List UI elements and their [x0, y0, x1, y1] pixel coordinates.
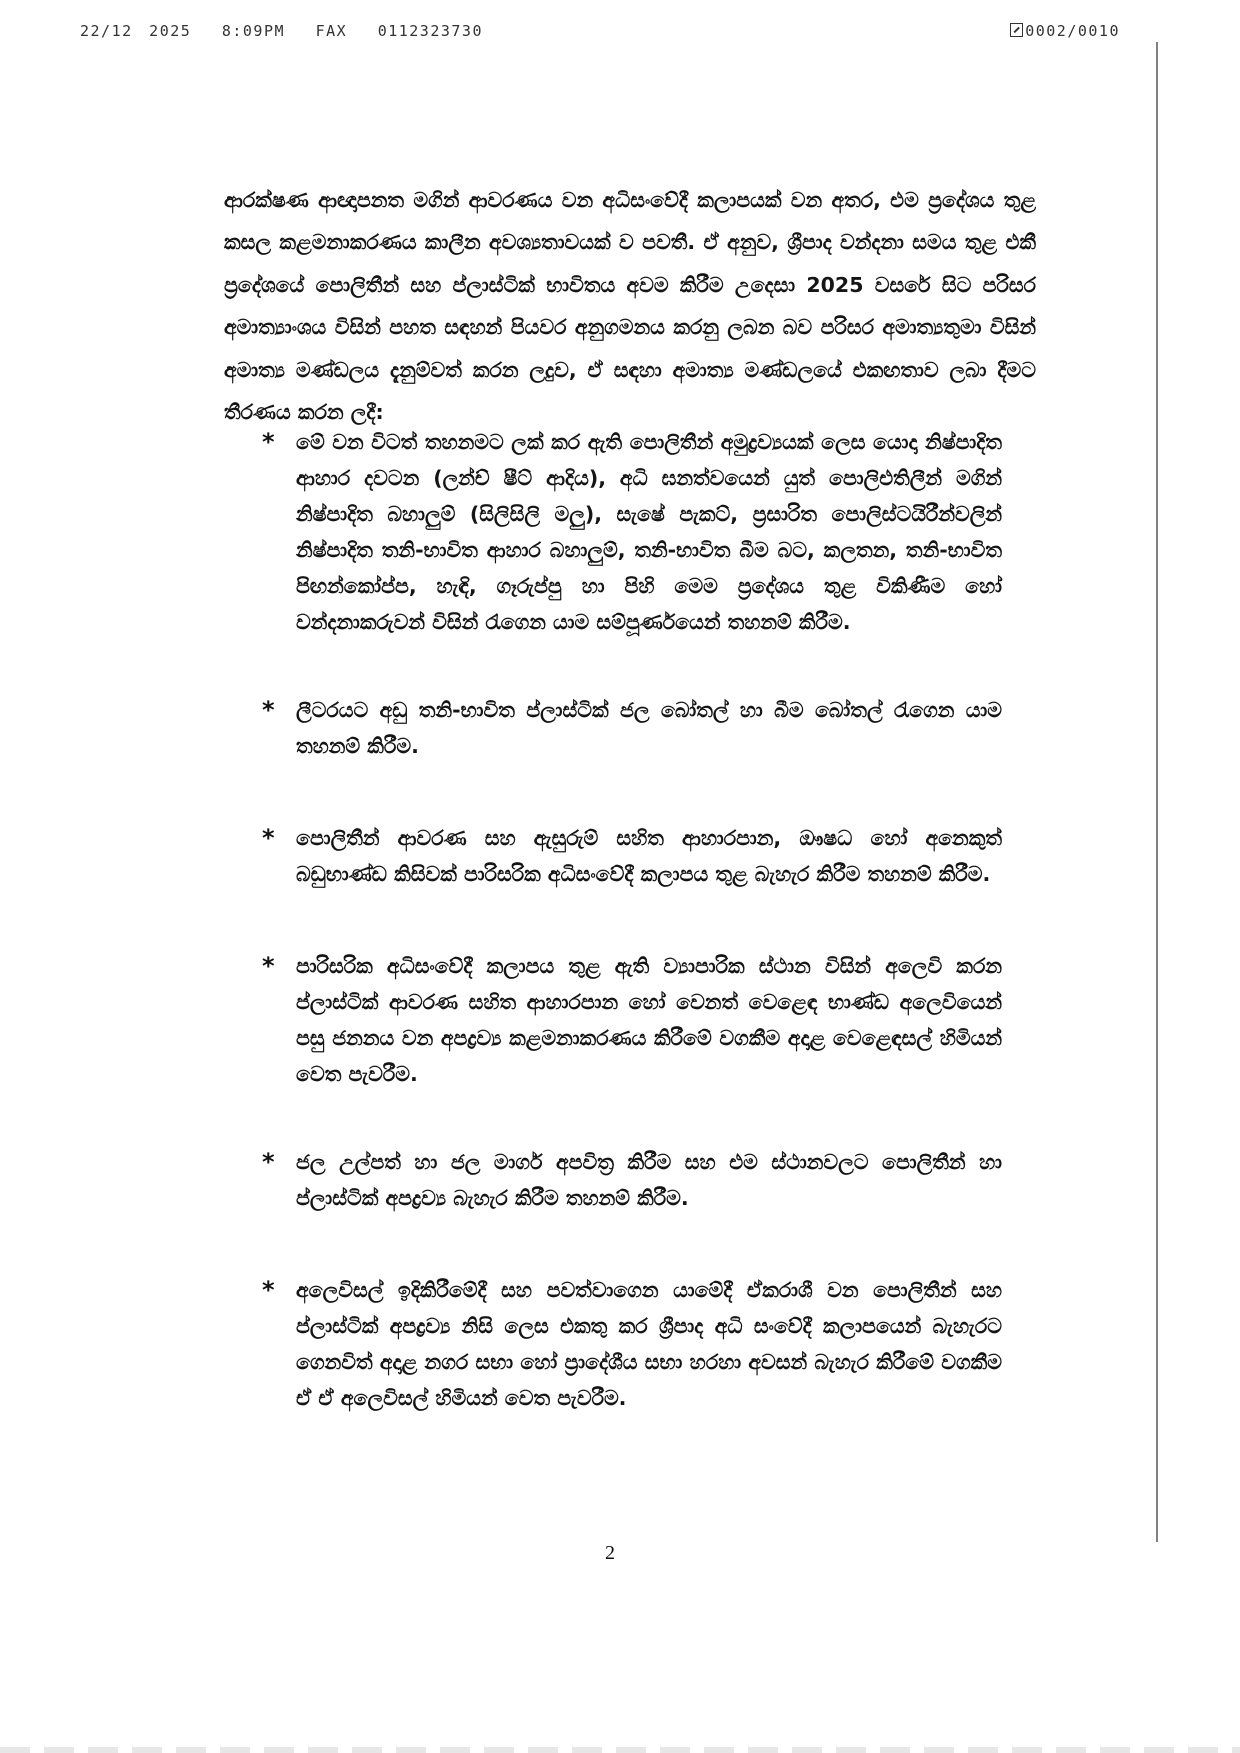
- list-item-text: ලීටරයට අඩු තනි-භාවිත ප්ලාස්ටික් ජල බෝතල් හා බීම බෝතල් රැගෙන යාම තහනම් කිරීම.: [296, 698, 1002, 758]
- fax-header: [80, 22, 1120, 44]
- asterisk-bullet: *: [262, 428, 275, 456]
- decision-list: [262, 424, 1002, 1416]
- list-item-text: අලෙවිසල් ඉදිකිරීමේදී සහ පවත්වාගෙන යාමේදී ඒකරාශී වන පොලිතීන් සහ ප්ලාස්ටික් අපද්‍රව්‍ය නිසි ලෙස එකතු කර ශ්‍රීපාද අධි සංවේදී කලාපයෙන් බැහැරට ගෙනවිත් අදාළ නගර සභා හෝ ප්‍රාදේශීය සභා හරහා අවසන් බැහැර කිරීමේ වගකීම ඒ ඒ අලෙවිසල් හිමියන් වෙත පැවරීම.: [296, 1278, 1002, 1410]
- list-item: [262, 820, 1002, 892]
- intro-paragraph: ආරක්ෂණ ආඥාපනත මගින් ආවරණය වන අධිසංවේදී කලාපයක් වන අතර, එම ප්‍රදේශය තුළ කසල කළමනාකරණය කාලීන අවශ්‍යතාවයක් ව පවතී. ඒ අනුව, ශ්‍රීපාද වන්දනා සමය තුළ එකී ප්‍රදේශයේ පොලිතීන් සහ ප්ලාස්ටික් භාවිතය අවම කිරීම උදෙසා 2025 වසරේ සිට පරිසර අමාත්‍යාංශය විසින් පහත සඳහන් පියවර අනුගමනය කරනු ලබන බව පරිසර අමාත්‍යතුමා විසින් අමාත්‍ය මණ්ඩලය දැනුම්වත් කරන ලදුව, ඒ සඳහා අමාත්‍ය මණ්ඩලයේ එකඟතාව ලබා දීමට තීරණය කරන ලදී:: [224, 187, 1036, 424]
- list-item-text: මේ වන විටත් තහනමට ලක් කර ඇති පොලිතීන් අමුද්‍රව්‍යයක් ලෙස යොදා නිෂ්පාදිත ආහාර දවටන (ලන්ච් ෂීට් ආදිය), අධි ඝනත්වයෙන් යුත් පොලිඑතිලීන් මගින් නිෂ්පාදිත බහාලුම් (සිලිසිලි මලු), සැෂේ පැකට්, ප්‍රසාරිත පොලිස්ටයිරීන්වලින් නිෂ්පාදිත තනි-භාවිත ආහාර බහාලුම්, තනි-භාවිත බීම බට, කලතන, තනි-භාවිත පිඟන්කෝප්ප, හැඳි, ගෑරුප්පු හා පිහි මෙම ප්‍රදේශය තුළ විකිණීම හෝ වන්දනාකරුවන් විසින් රැගෙන යාම සම්පූර්ණයෙන් තහනම් කිරීම.: [296, 430, 1002, 634]
- fax-page-counter-text: 0002/0010: [1025, 22, 1120, 40]
- list-item-text: ජල උල්පත් හා ජල මාර්ග අපවිත්‍ර කිරීම සහ එම ස්ථානවලට පොලිතීන් හා ප්ලාස්ටික් අපද්‍රව්‍ය බැහැර කිරීම තහනම් කිරීම.: [296, 1150, 1002, 1210]
- asterisk-bullet: *: [262, 952, 275, 980]
- asterisk-bullet: *: [262, 824, 275, 852]
- asterisk-bullet: *: [262, 1148, 275, 1176]
- fax-page-box-icon: [1010, 23, 1023, 37]
- fax-date: 22/12 2025: [80, 22, 192, 40]
- page-number: 2: [605, 1542, 615, 1564]
- asterisk-bullet: *: [262, 1276, 275, 1304]
- list-item: [262, 424, 1002, 640]
- asterisk-bullet: *: [262, 696, 275, 724]
- list-item: [262, 692, 1002, 764]
- fax-time: 8:09PM: [221, 22, 286, 40]
- fax-label: FAX: [315, 22, 348, 40]
- list-item: [262, 1272, 1002, 1416]
- list-item-text: පාරිසරික අධිසංවේදී කලාපය තුළ ඇති ව්‍යාපාරික ස්ථාන විසින් අලෙවි කරන ප්ලාස්ටික් ආවරණ සහිත ආහාරපාන හෝ වෙනත් වෙළෙඳ භාණ්ඩ අලෙවියෙන් පසු ජනනය වන අපද්‍රව්‍ය කළමනාකරණය කිරීමේ වගකීම අදාළ වෙළෙඳසල් හිමියන් වෙත පැවරීම.: [296, 954, 1002, 1086]
- list-item: [262, 1144, 1002, 1216]
- list-item: [262, 948, 1002, 1092]
- fax-transmission-line: [80, 22, 497, 40]
- fax-number: 0112323730: [377, 22, 483, 40]
- list-item-text: පොලිතීන් ආවරණ සහ ඇසුරුම් සහිත ආහාරපාන, ඖෂධ හෝ අනෙකුත් බඩුභාණ්ඩ කිසිවක් පාරිසරික අධිසංවේදී කලාපය තුළ බැහැර කිරීම තහනම් කිරීම.: [296, 826, 1002, 886]
- scan-edge-line: [1156, 42, 1158, 1542]
- scan-bottom-artifact: [0, 1747, 1240, 1753]
- fax-page-counter: [1010, 22, 1120, 40]
